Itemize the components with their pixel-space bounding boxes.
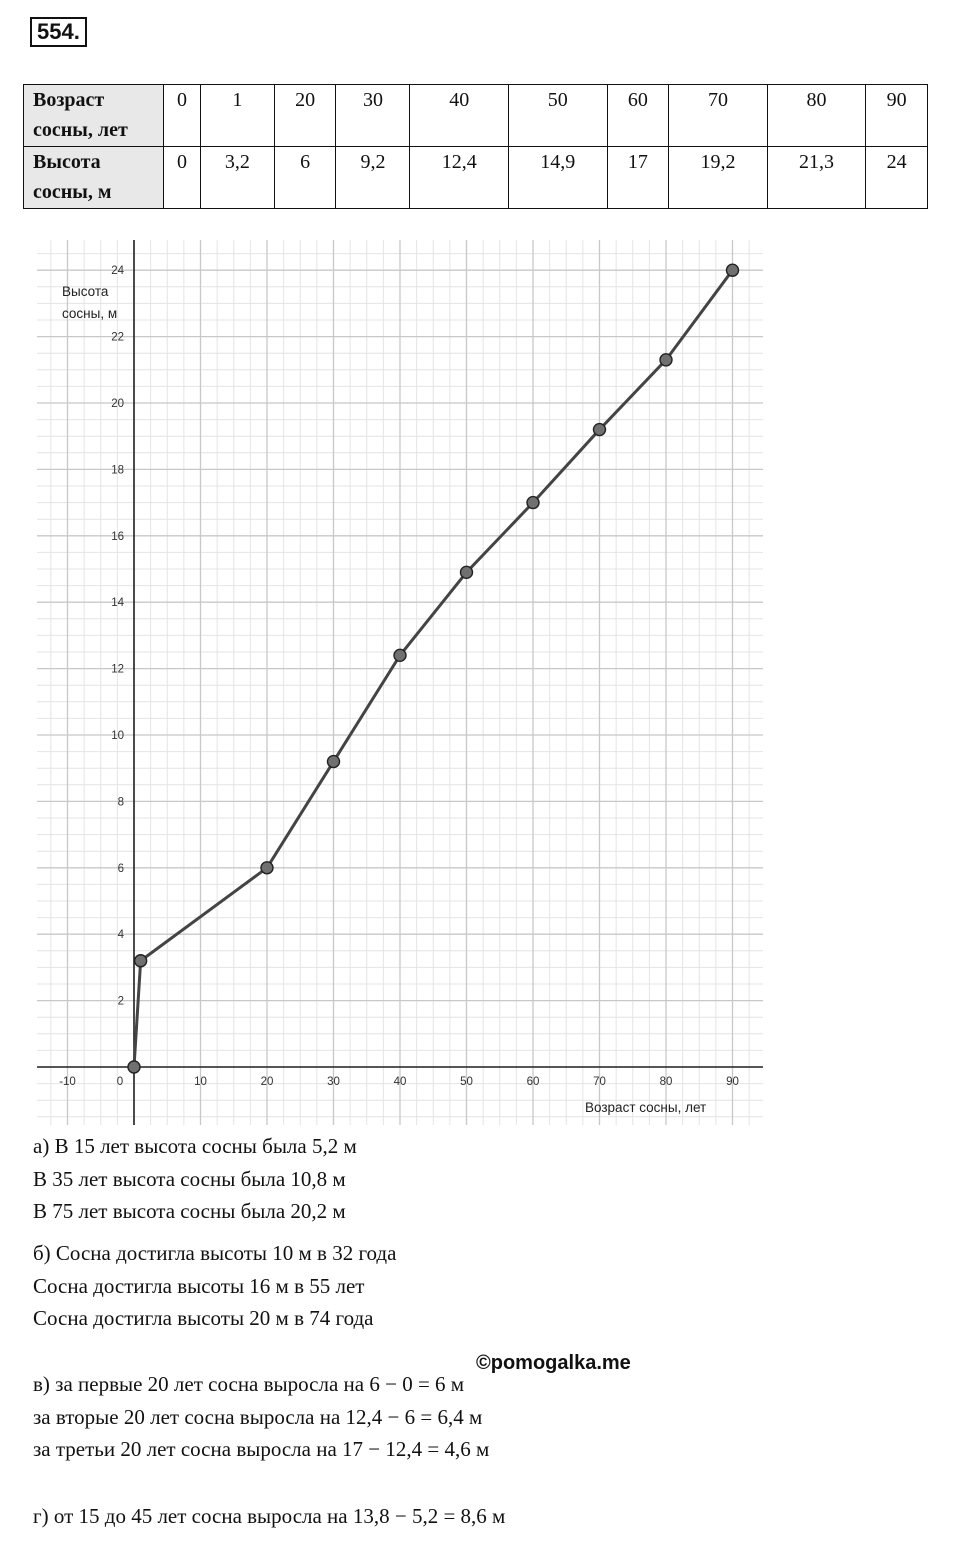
y-tick-label: 2 [117, 995, 124, 1008]
row-header-height: Высота сосны, м [24, 147, 164, 209]
table-cell: 6 [274, 147, 336, 209]
table-cell: 14,9 [508, 147, 607, 209]
table-cell: 21,3 [767, 147, 866, 209]
data-point [660, 354, 672, 366]
y-tick-label: 16 [111, 530, 124, 543]
table-cell: 60 [607, 85, 669, 147]
pine-height-chart [0, 230, 800, 1130]
data-point [394, 649, 406, 661]
table-cell: 90 [866, 85, 928, 147]
watermark: ©pomogalka.me [476, 1352, 631, 1374]
data-table [23, 84, 928, 209]
y-tick-label: 20 [111, 398, 124, 410]
y-tick-label: 10 [111, 730, 124, 742]
answer-g: г) от 15 до 45 лет сосна выросла на 13,8 − 5,2 = 8,6 м [33, 1504, 506, 1528]
x-tick-label: 60 [526, 1076, 540, 1088]
y-tick-label: 4 [117, 929, 124, 942]
table-cell: 0 [164, 147, 201, 209]
table-cell: 40 [410, 85, 509, 147]
data-point [128, 1061, 140, 1073]
data-point [594, 424, 606, 436]
data-point [328, 756, 340, 768]
x-tick-label: 0 [116, 1076, 124, 1088]
table-cell: 12,4 [410, 147, 509, 209]
table-cell: 80 [767, 85, 866, 147]
data-point [461, 566, 473, 578]
table-cell: 17 [607, 147, 669, 209]
data-point [261, 862, 273, 874]
y-axis-label-line1: Высота [62, 284, 109, 299]
table-cell: 20 [274, 85, 336, 147]
answer-v: в) за первые 20 лет сосна выросла на 6 − 0 = 6 м за вторые 20 лет сосна выросла на 12,4 − 6 = 6,4 м за третьи 20 лет сосна выросла на 17 − 12,4 = 4,6 м [33, 1372, 490, 1461]
data-point [727, 264, 739, 276]
table-cell: 0 [164, 85, 201, 147]
y-tick-label: 24 [111, 265, 124, 278]
x-tick-label: 90 [726, 1076, 739, 1088]
y-axis-label-line2: сосны, м [62, 306, 118, 321]
x-tick-label: 10 [194, 1076, 207, 1088]
table-cell: 30 [336, 85, 410, 147]
data-point [135, 955, 147, 967]
table-cell: 1 [200, 85, 274, 147]
x-tick-label: 40 [393, 1076, 407, 1088]
table-cell: 9,2 [336, 147, 410, 209]
answer-b: б) Сосна достигла высоты 10 м в 32 года Сосна достигла высоты 16 м в 55 лет Сосна достигла высоты 20 м в 74 года [33, 1241, 397, 1330]
y-tick-label: 14 [111, 597, 124, 610]
x-tick-label: -10 [59, 1076, 76, 1088]
y-tick-label: 8 [117, 796, 124, 809]
x-axis-label: Возраст сосны, лет [585, 1100, 707, 1115]
x-tick-label: 20 [260, 1076, 274, 1088]
x-tick-label: 50 [460, 1076, 473, 1088]
x-tick-label: 30 [327, 1076, 340, 1088]
table-row-age [24, 85, 928, 147]
x-tick-label: 80 [659, 1076, 673, 1088]
row-header-age: Возраст сосны, лет [24, 85, 164, 147]
x-tick-label: 70 [593, 1076, 606, 1088]
problem-number: 554. [30, 17, 87, 47]
y-tick-label: 18 [111, 464, 124, 477]
table-cell: 24 [866, 147, 928, 209]
table-row-height [24, 147, 928, 209]
table-cell: 19,2 [669, 147, 768, 209]
table-cell: 50 [508, 85, 607, 147]
y-tick-label: 6 [117, 862, 124, 875]
table-cell: 70 [669, 85, 768, 147]
answer-a: а) В 15 лет высота сосны была 5,2 м В 35 лет высота сосны была 10,8 м В 75 лет высота сосны была 20,2 м [33, 1134, 357, 1223]
y-tick-label: 22 [111, 331, 124, 344]
y-tick-label: 12 [111, 663, 124, 676]
table-cell: 3,2 [200, 147, 274, 209]
data-point [527, 497, 539, 509]
